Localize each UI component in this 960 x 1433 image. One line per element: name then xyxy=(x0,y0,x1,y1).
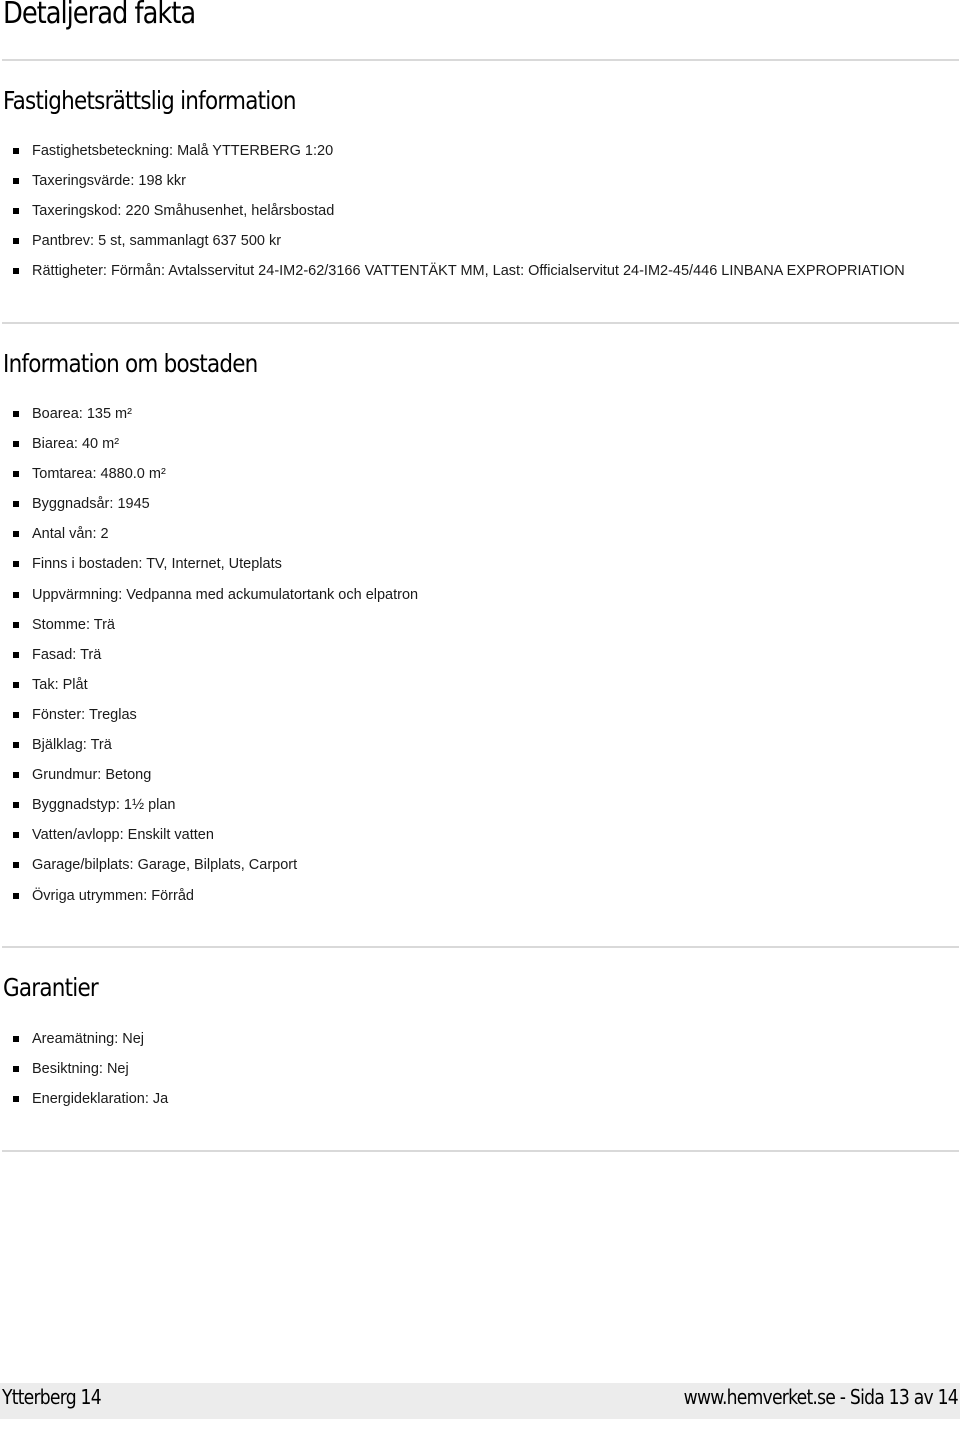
section-heading-guarantees: Garantier xyxy=(3,973,98,1002)
square-bullet-icon xyxy=(13,471,19,477)
page-title: Detaljerad fakta xyxy=(3,0,196,31)
section-divider xyxy=(2,322,959,324)
square-bullet-icon xyxy=(13,772,19,778)
section-heading-property-rights: Fastighetsrättslig information xyxy=(3,86,296,115)
square-bullet-icon xyxy=(13,622,19,628)
square-bullet-icon xyxy=(13,802,19,808)
square-bullet-icon xyxy=(13,238,19,244)
square-bullet-icon xyxy=(13,712,19,718)
square-bullet-icon xyxy=(13,893,19,899)
square-bullet-icon xyxy=(13,268,19,274)
square-bullet-icon xyxy=(13,1096,19,1102)
square-bullet-icon xyxy=(13,531,19,537)
square-bullet-icon xyxy=(13,441,19,447)
square-bullet-icon xyxy=(13,592,19,598)
square-bullet-icon xyxy=(13,652,19,658)
footer-property-name: Ytterberg 14 xyxy=(2,1385,101,1409)
square-bullet-icon xyxy=(13,148,19,154)
square-bullet-icon xyxy=(13,561,19,567)
square-bullet-icon xyxy=(13,208,19,214)
square-bullet-icon xyxy=(13,1066,19,1072)
square-bullet-icon xyxy=(13,1036,19,1042)
section-divider xyxy=(2,1150,959,1152)
square-bullet-icon xyxy=(13,862,19,868)
footer-page-info: www.hemverket.se - Sida 13 av 14 xyxy=(683,1385,958,1409)
square-bullet-icon xyxy=(13,682,19,688)
section-divider xyxy=(2,946,959,948)
page-footer xyxy=(0,1383,960,1419)
square-bullet-icon xyxy=(13,411,19,417)
square-bullet-icon xyxy=(13,742,19,748)
section-divider xyxy=(2,59,959,61)
square-bullet-icon xyxy=(13,832,19,838)
square-bullet-icon xyxy=(13,178,19,184)
square-bullet-icon xyxy=(13,501,19,507)
section-heading-housing-info: Information om bostaden xyxy=(3,349,258,378)
